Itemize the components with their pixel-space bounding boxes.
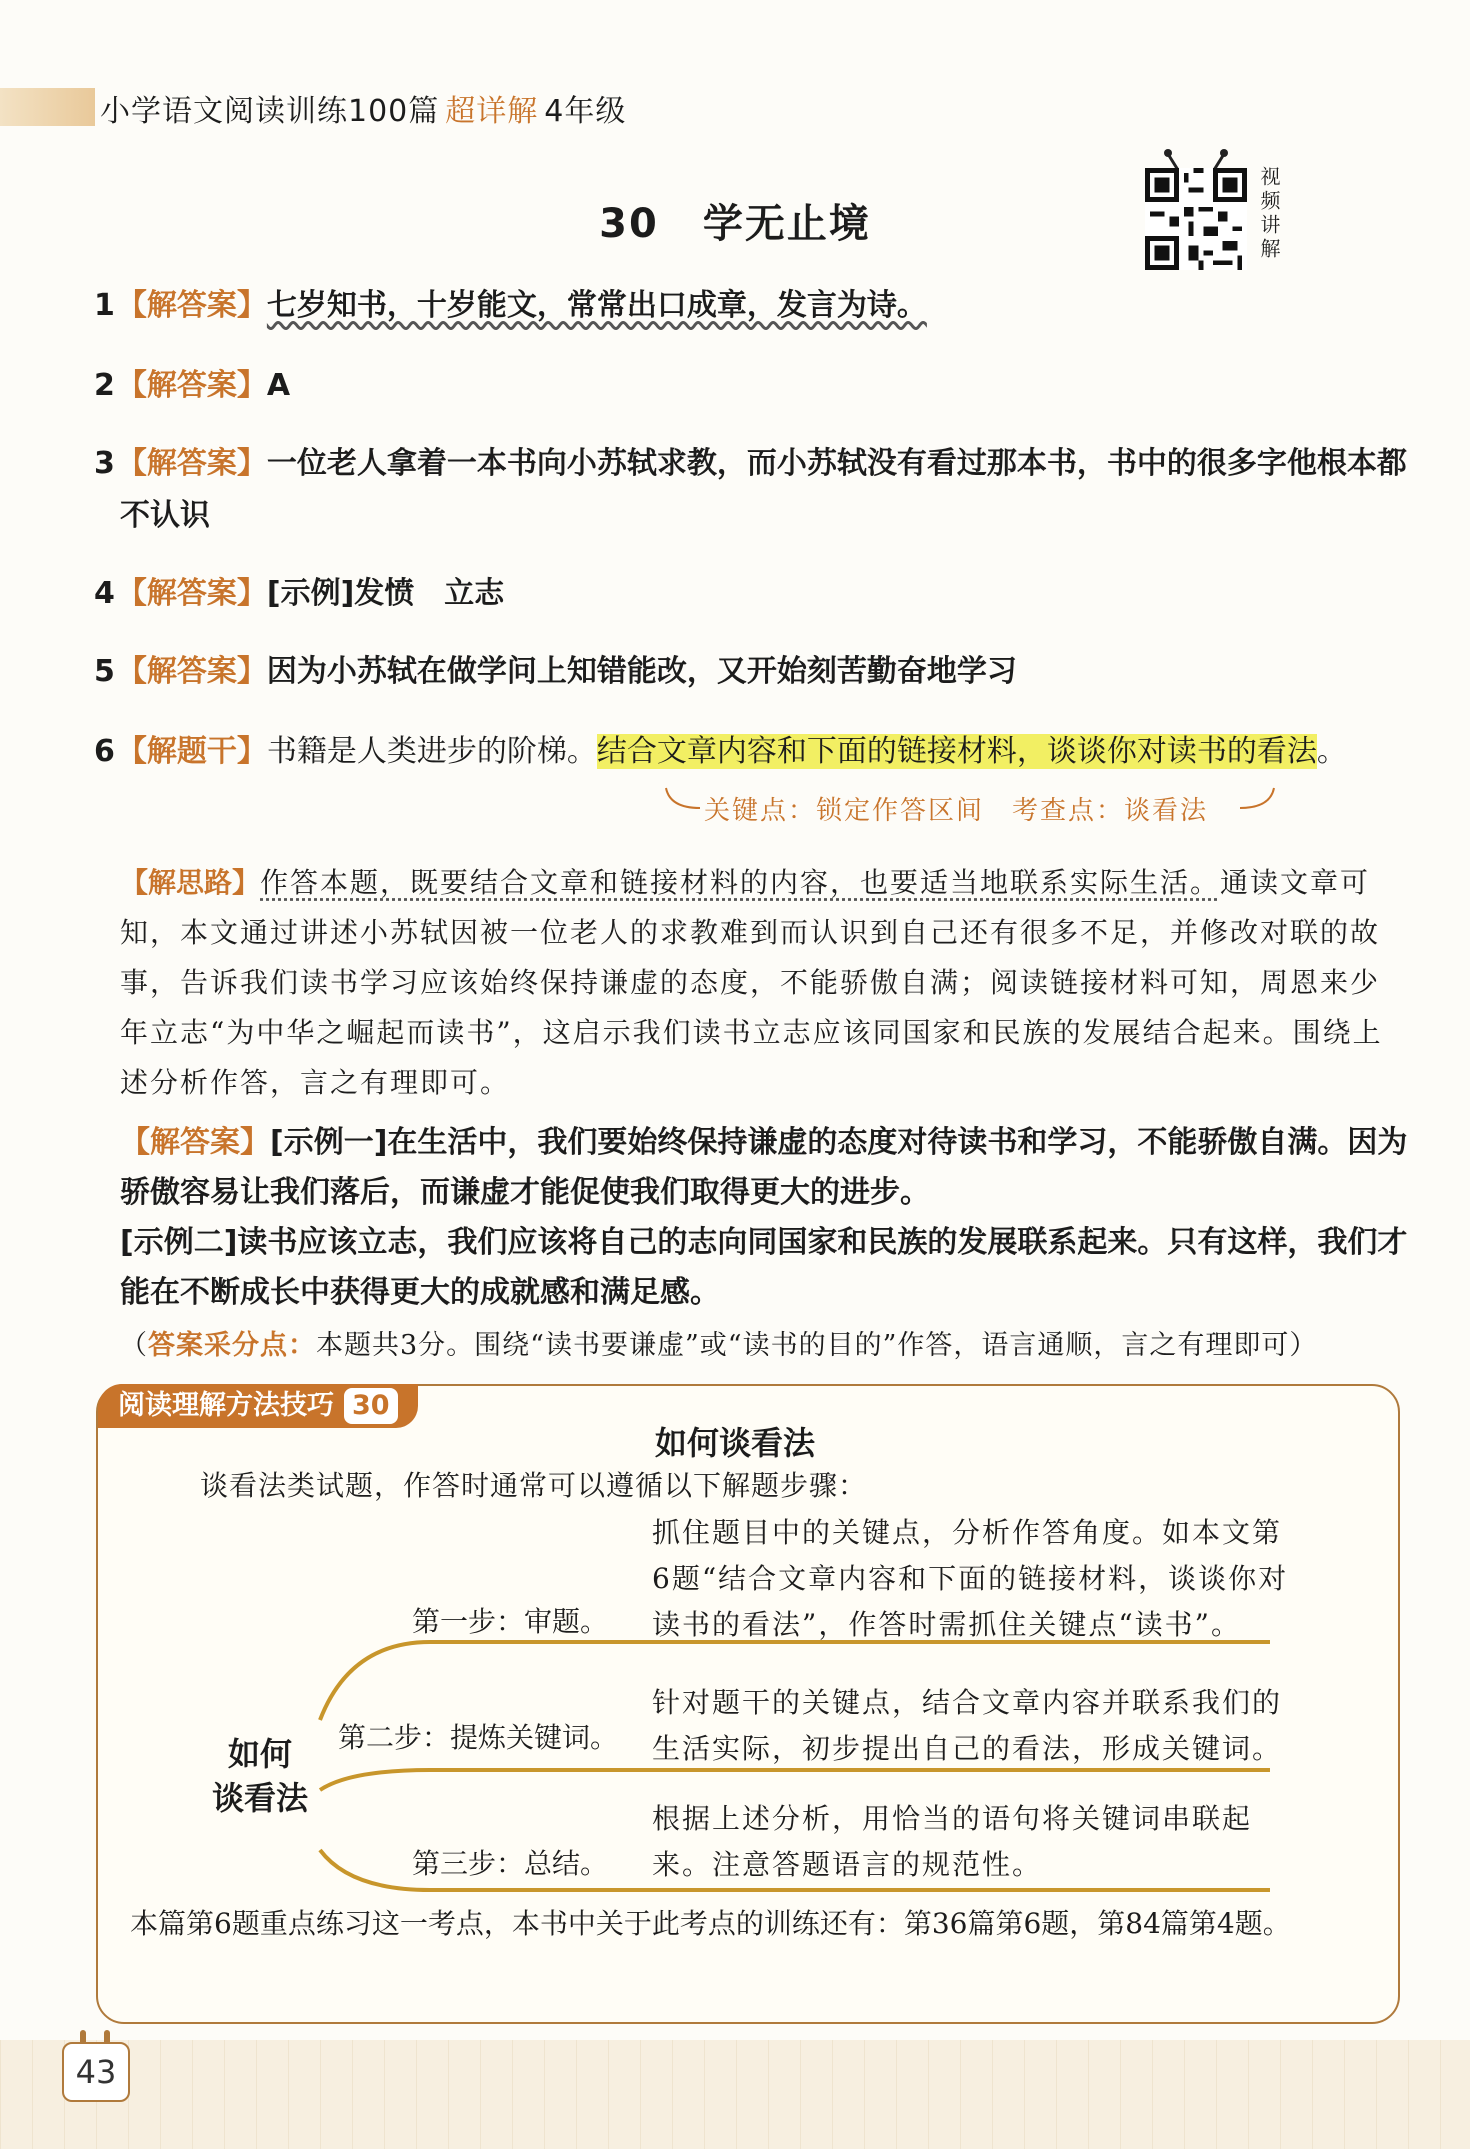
answer-1	[94, 280, 927, 332]
center-label-line-2: 谈看法	[211, 1779, 308, 1817]
center-label-line-1: 如何	[227, 1735, 292, 1773]
answer-text: A	[266, 368, 291, 403]
question-number: 1	[94, 288, 115, 323]
answer-text: [示例]发愤 立志	[266, 576, 505, 611]
stem-highlight: 结合文章内容和下面的链接材料，谈谈你对读书的看法	[596, 734, 1317, 769]
book-grade: 4年级	[544, 94, 627, 129]
answer-3-continuation: 不认识	[120, 498, 210, 533]
step-1-label: 第一步：审题。	[412, 1605, 609, 1638]
answer-tag: 【解答案】	[116, 576, 267, 611]
page-number: 43	[62, 2042, 130, 2102]
key-point-hint: 关键点：锁定作答区间 考查点：谈看法	[704, 796, 1209, 826]
footer-band	[0, 2040, 1470, 2149]
step-3-description: 根据上述分析，用恰当的语句将关键词串联起来。注意答题语言的规范性。	[652, 1802, 1253, 1881]
answer-6-example-2: [示例二]读书应该立志，我们应该将自己的志向同国家和民族的发展联系起来。只有这样，我们才能在不断成长中获得更大的成就感和满足感。	[120, 1225, 1408, 1310]
answer-4	[94, 568, 504, 620]
step-2-description: 针对题干的关键点，结合文章内容并联系我们的生活实际，初步提出自己的看法，形成关键词。	[652, 1686, 1283, 1765]
answer-6	[120, 1118, 1410, 1218]
method-tab-number: 30	[344, 1388, 398, 1424]
method-tab-label: 阅读理解方法技巧	[118, 1390, 334, 1421]
header-title	[100, 86, 632, 130]
step-2-label: 第二步：提炼关键词。	[338, 1721, 619, 1754]
qr-label: 视频讲解	[1257, 166, 1281, 262]
answer-text: 一位老人拿着一本书向小苏轼求教，而小苏轼没有看过那本书，书中的很多字他根本都	[266, 446, 1407, 481]
question-number: 3	[94, 446, 115, 481]
page-title	[0, 192, 1470, 249]
book-series: 小学语文阅读训练100篇	[100, 94, 440, 129]
header-band	[0, 88, 95, 126]
answer-example-1: [示例一]在生活中，我们要始终保持谦虚的态度对待读书和学习，不能骄傲自满。因为骄傲容易让我们落后，而谦虚才能促使我们取得更大的进步。	[120, 1125, 1408, 1210]
solution-thought	[120, 858, 1400, 1108]
question-number: 5	[94, 654, 115, 689]
step-3-label: 第三步：总结。	[412, 1847, 609, 1880]
stem-end: 。	[1316, 734, 1347, 769]
answer-tag: 【解答案】	[116, 446, 267, 481]
answer-3	[94, 438, 1407, 490]
scoring-open-paren: （	[120, 1330, 148, 1361]
answer-2	[94, 360, 290, 412]
thought-text: 通读文章可知，本文通过讲述小苏轼因被一位老人的求教难到而认识到自己还有很多不足，并修改对联的故事，告诉我们读书学习应该始终保持谦虚的态度，不能骄傲自满；阅读链接材料可知，周恩来少年立志“为中华之崛起而读书”，这启示我们读书立志应该同国家和民族的发展结合起来。围绕上述分析作答，言之有理即可。	[120, 866, 1383, 1099]
book-edition: 超详解	[445, 94, 539, 129]
scoring-label: 答案采分点：	[148, 1330, 316, 1361]
question-number: 2	[94, 368, 115, 403]
question-number: 6	[94, 734, 115, 769]
scoring-note	[120, 1324, 1410, 1368]
stem-tag: 【解题干】	[116, 734, 267, 769]
thought-tag: 【解思路】	[120, 866, 261, 899]
thought-key-sentence: 作答本题，既要结合文章和链接材料的内容，也要适当地联系实际生活。	[260, 866, 1221, 899]
answer-text: 七岁知书，十岁能文，常常出口成章，发言为诗。	[266, 288, 927, 323]
method-footer: 本篇第6题重点练习这一考点，本书中关于此考点的训练还有：第36篇第6题，第84篇第4题。	[130, 1907, 1291, 1940]
scoring-text: 本题共3分。围绕“读书要谦虚”或“读书的目的”作答，语言通顺，言之有理即可）	[316, 1330, 1318, 1361]
answer-text: 因为小苏轼在做学问上知错能改，又开始刻苦勤奋地学习	[266, 654, 1017, 689]
lesson-title: 学无止境	[702, 201, 871, 247]
question-number: 4	[94, 576, 115, 611]
qr-code-icon[interactable]	[1145, 168, 1247, 270]
answer-tag: 【解答案】	[116, 368, 267, 403]
answer-tag: 【解答案】	[116, 288, 267, 323]
stem-text: 书籍是人类进步的阶梯。	[266, 734, 597, 769]
answer-5	[94, 646, 1017, 698]
lesson-number: 30	[599, 201, 659, 247]
question-6-stem	[94, 726, 1347, 778]
method-center-label	[200, 1732, 320, 1820]
answer-tag: 【解答案】	[120, 1125, 270, 1160]
method-branch-lines	[310, 1620, 1310, 1940]
method-intro: 谈看法类试题，作答时通常可以遵循以下解题步骤：	[200, 1469, 868, 1502]
step-1-description: 抓住题目中的关键点，分析作答角度。如本文第6题“结合文章内容和下面的链接材料，谈谈你对读书的看法”，作答时需抓住关键点“读书”。	[652, 1516, 1289, 1641]
method-heading: 如何谈看法	[654, 1424, 815, 1462]
answer-tag: 【解答案】	[116, 654, 267, 689]
